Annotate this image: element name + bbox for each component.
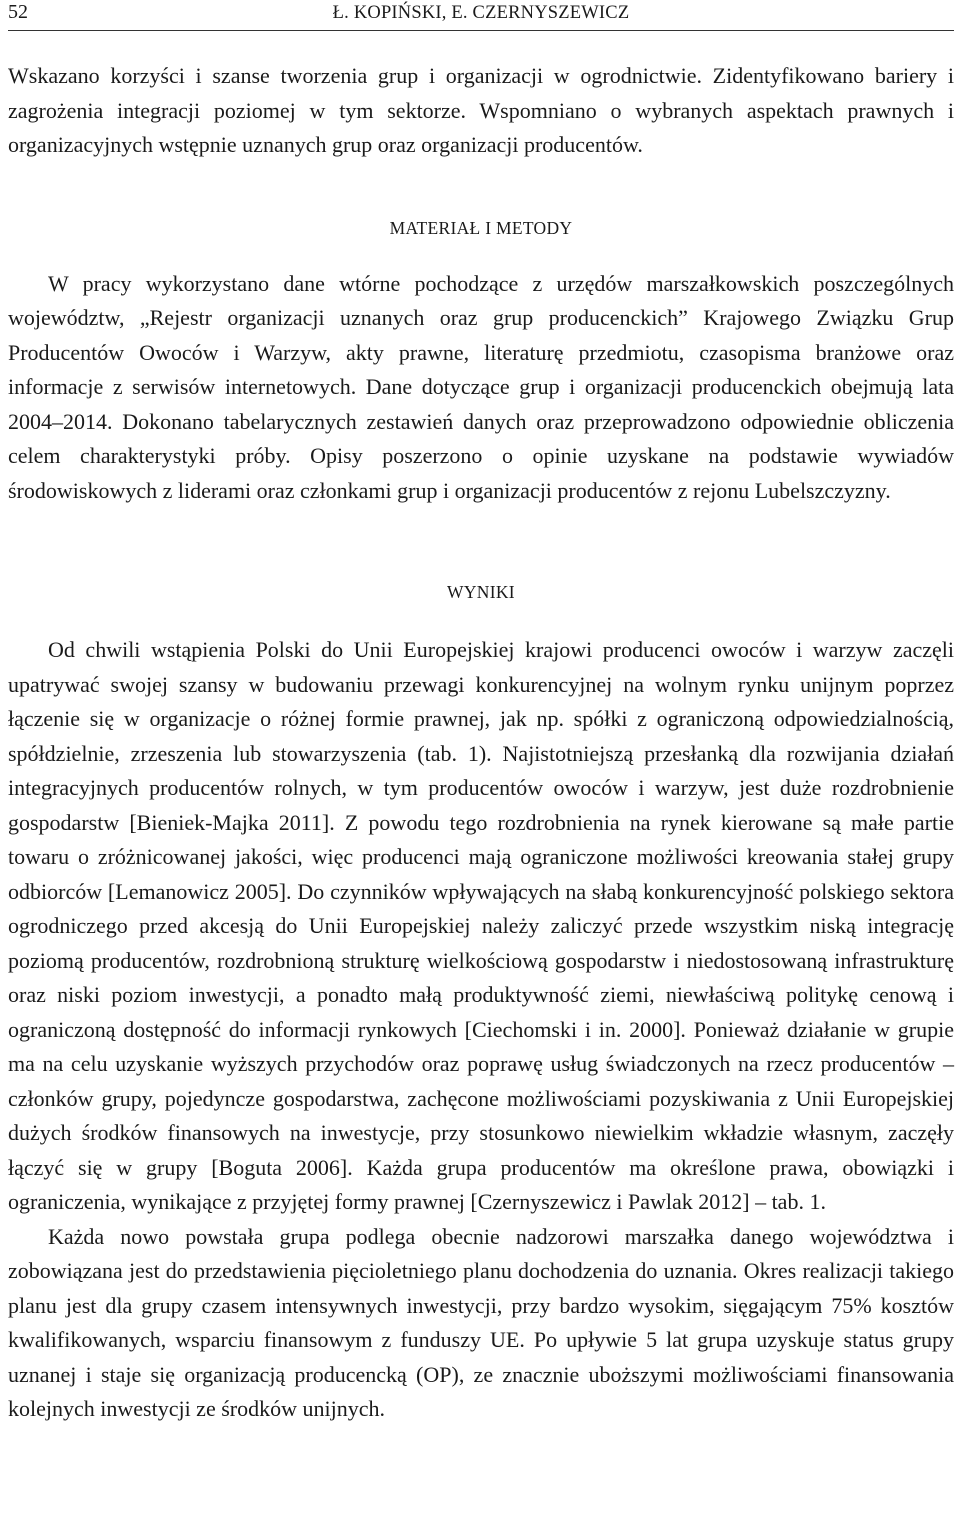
results-paragraph-2: Każda nowo powstała grupa podlega obecnie nadzorowi marszałka danego województwa i zobowiązana jest do przedstawienia pięcioletniego planu dochodzenia do uznania. Okres realizacji takiego planu jest dla grupy czasem intensywnych inwestycji, przy bardzo wysokim, sięgającym 75% kosztów kwalifikowanych, wsparciu finansowym z funduszy UE. Po upływie 5 lat grupa uzyskuje status grupy uznanej i staje się organizacją producencką (OP), ze znacznie uboższymi możliwościami finansowania kolejnych inwestycji ze środków unijnych. (8, 1223, 954, 1421)
page (8, 0, 954, 1427)
intro-paragraph: Wskazano korzyści i szanse tworzenia grup i organizacji w ogrodnictwie. Zidentyfikowano bariery i zagrożenia integracji poziomej w tym sektorze. Wspomniano o wybranych aspektach prawnych i organizacyjnych wstępnie uznanych grup oraz organizacji producentów. (8, 63, 954, 157)
running-title: Ł. KOPIŃSKI, E. CZERNYSZEWICZ (332, 3, 630, 23)
methods-paragraph: W pracy wykorzystano dane wtórne pochodzące z urzędów marszałkowskich poszczególnych województw, „Rejestr organizacji uznanych oraz grup producenckich” Krajowego Związku Grup Producentów Owoców i Warzyw, akty prawne, literaturę przedmiotu, czasopisma branżowe oraz informacje z serwisów internetowych. Dane dotyczące grup i organizacji producenckich obejmują lata 2004–2014. Dokonano tabelarycznych zestawień danych oraz przeprowadzono odpowiednie obliczenia celem charakterystyki próby. Opisy poszerzono o opinie uzyskane na podstawie wywiadów środowiskowych z liderami oraz członkami grup i organizacji producentów z rejonu Lubelszczyzny. (8, 270, 954, 503)
running-header (8, 0, 954, 31)
section-heading-results: WYNIKI (447, 582, 515, 602)
results-paragraph-1: Od chwili wstąpienia Polski do Unii Europejskiej krajowi producenci owoców i warzyw zaczęli upatrywać swojej szansy w budowaniu przewagi konkurencyjnej na wolnym rynku unijnym poprzez łączenie się w organizacje o różnej formie prawnej, jak np. spółki z ograniczoną odpowiedzialnością, spółdzielnie, zrzeszenia lub stowarzyszenia (tab. 1). Najistotniejszą przesłanką dla rozwijania działań integracyjnych producentów rolnych, w tym producentów owoców i warzyw, jest duże rozdrobnienie gospodarstw [Bieniek-Majka 2011]. Z powodu tego rozdrobnienia na rynek kierowane są małe partie towaru o zróżnicowanej jakości, więc producenci mają ograniczone możliwości kreowania stałej grupy odbiorców [Lemanowicz 2005]. Do czynników wpływających na słabą konkurencyjność polskiego sektora ogrodniczego przed akcesją do Unii Europejskiej należy zaliczyć przede wszystkim niską integrację poziomą producentów, rozdrobnioną strukturę wielkościową gospodarstw i niedostosowaną infrastrukturę oraz niski poziom inwestycji, a ponadto małą produktywność ziemi, niewłaściwą politykę cenową i ograniczoną dostępność do informacji rynkowych [Ciechomski i in. 2000]. Ponieważ działanie w grupie ma na celu uzyskanie wyższych przychodów oraz poprawę usług świadczonych na rzecz producentów – członków grupy, pojedyncze gospodarstwa, zachęcone możliwościami pozyskiwania z Unii Europejskiej dużych środków finansowych na inwestycje, przy stosunkowo niewielkim wkładzie własnym, zaczęły łączyć się w grupy [Boguta 2006]. Każda grupa producentów ma określone prawa, obowiązki i ograniczenia, wynikające z przyjętej formy prawnej [Czernyszewicz i Pawlak 2012] – tab. 1. (8, 637, 954, 1214)
page-number: 52 (8, 1, 28, 23)
section-heading-methods: MATERIAŁ I METODY (389, 217, 573, 238)
